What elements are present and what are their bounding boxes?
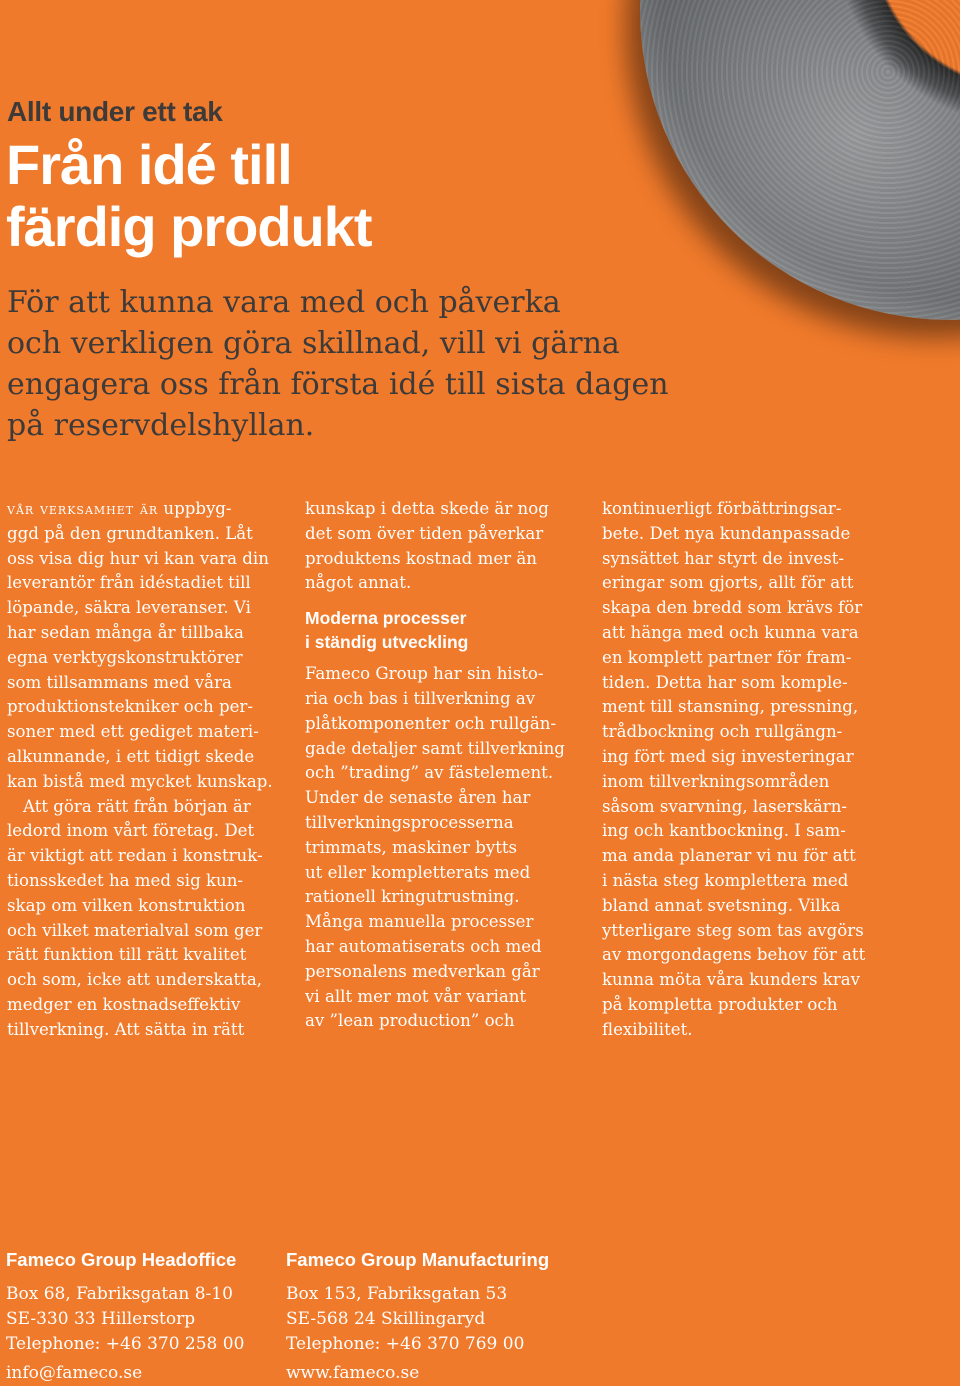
body-line: kunna möta våra kunders krav	[602, 970, 861, 990]
body-line: oss visa dig hur vi kan vara din	[7, 548, 269, 568]
body-line: personalens medverkan går	[305, 961, 540, 981]
body-column-3	[602, 497, 882, 1043]
body-line: tiden. Detta har som komple-	[602, 672, 848, 692]
lead-paragraph	[7, 282, 669, 446]
contact-title: Fameco Group Manufacturing	[286, 1249, 550, 1270]
body-line: tillverkning. Att sätta in rätt	[7, 1019, 245, 1039]
contact-headoffice	[6, 1248, 286, 1386]
body-line: egna verktygskonstruktörer	[7, 647, 243, 667]
body-line: skapa den bredd som krävs för	[602, 598, 863, 618]
body-line: och ”trading” av fästelement.	[305, 763, 554, 783]
body-line: flexibilitet.	[602, 1019, 693, 1039]
lead-line: och verkligen göra skillnad, vill vi gärna	[7, 326, 620, 361]
body-line: löpande, säkra leveranser. Vi	[7, 598, 251, 618]
contact-address-line: Box 153, Fabriksgatan 53	[286, 1284, 508, 1304]
body-line: ing fört med sig investeringar	[602, 746, 854, 766]
body-line: vi allt mer mot vår variant	[305, 986, 527, 1006]
body-line: av ”lean production” och	[305, 1011, 515, 1031]
body-line: trådbockning och rullgängn-	[602, 722, 843, 742]
body-line: synsättet har styrt de invest-	[602, 548, 845, 568]
subheading-line: Moderna processer	[305, 608, 467, 629]
body-line: på kompletta produkter och	[602, 994, 838, 1014]
body-line: alkunnande, i ett tidigt skede	[7, 746, 255, 766]
body-line: ma anda planerar vi nu för att	[602, 846, 856, 866]
lead-line: engagera oss från första idé till sista dagen	[7, 367, 669, 402]
body-line: kontinuerligt förbättringsar-	[602, 499, 842, 518]
body-line: produktens kostnad mer än	[305, 548, 537, 568]
smallcaps-lead-in: vår verksamhet är	[7, 500, 159, 518]
body-line: av morgondagens behov för att	[602, 945, 866, 965]
contact-address-line: SE-330 33 Hillerstorp	[6, 1309, 196, 1329]
body-line: ria och bas i tillverkning av	[305, 688, 536, 708]
body-line: något annat.	[305, 573, 412, 593]
contact-email-link[interactable]: info@fameco.se	[6, 1363, 143, 1383]
body-line: plåtkomponenter och rullgän-	[305, 713, 557, 733]
body-line: är viktigt att redan i konstruk-	[7, 846, 263, 866]
body-line: ggd på den grundtanken. Låt	[7, 523, 253, 543]
title-line: Från idé till	[6, 133, 292, 196]
body-line: rätt funktion till rätt kvalitet	[7, 945, 247, 965]
body-line: att hänga med och kunna vara	[602, 622, 859, 642]
contact-manufacturing	[286, 1248, 566, 1386]
body-line: eringar som gjorts, allt för att	[602, 573, 854, 593]
contact-phone: Telephone: +46 370 258 00	[6, 1334, 245, 1354]
body-line: Under de senaste åren har	[305, 788, 531, 808]
body-line: en komplett partner för fram-	[602, 647, 852, 667]
body-column-1	[7, 497, 287, 1043]
body-line: kan bistå med mycket kunskap.	[7, 771, 273, 791]
body-line: Många manuella processer	[305, 912, 534, 932]
body-line: medger en kostnadseffektiv	[7, 994, 241, 1014]
body-line: produktionstekniker och per-	[7, 697, 253, 717]
section-subheading	[305, 606, 585, 654]
contact-address-line: Box 68, Fabriksgatan 8-10	[6, 1284, 233, 1304]
section-kicker: Allt under ett tak	[7, 96, 223, 127]
body-line: ing och kantbockning. I sam-	[602, 821, 846, 841]
contact-title: Fameco Group Headoffice	[6, 1249, 237, 1270]
lead-line: För att kunna vara med och påverka	[7, 285, 561, 320]
contact-website-link[interactable]: www.fameco.se	[286, 1363, 420, 1383]
body-line: ment till stansning, pressning,	[602, 697, 859, 717]
body-line: rationell kringutrustning.	[305, 887, 520, 907]
body-line: leverantör från idéstadiet till	[7, 573, 251, 593]
body-line	[7, 497, 287, 522]
body-line: det som över tiden påverkar	[305, 523, 544, 543]
body-line: kunskap i detta skede är nog	[305, 499, 549, 518]
body-line: som tillsammans med våra	[7, 672, 232, 692]
body-line: ytterligare steg som tas avgörs	[602, 920, 864, 940]
body-line: har sedan många år tillbaka	[7, 622, 244, 642]
title-line: färdig produkt	[6, 195, 372, 258]
body-line: och som, icke att underskatta,	[7, 970, 263, 990]
body-line: trimmats, maskiner bytts	[305, 837, 518, 857]
body-column-2	[305, 497, 585, 1034]
body-line: inom tillverkningsområden	[602, 771, 830, 791]
body-line: Fameco Group har sin histo-	[305, 664, 544, 684]
body-line-text: uppbyg-	[158, 499, 232, 518]
lead-line: på reservdelshyllan.	[7, 408, 315, 443]
page-title	[6, 134, 372, 258]
body-line: skap om vilken konstruktion	[7, 895, 246, 915]
contact-phone: Telephone: +46 370 769 00	[286, 1334, 525, 1354]
subheading-line: i ständig utveckling	[305, 632, 469, 653]
body-line: tionsskedet ha med sig kun-	[7, 870, 244, 890]
body-line: bland annat svetsning. Vilka	[602, 895, 841, 915]
body-line: ledord inom vårt företag. Det	[7, 821, 255, 841]
body-line: bete. Det nya kundanpassade	[602, 523, 851, 543]
metal-washer-image	[640, 0, 960, 320]
body-line: gade detaljer samt tillverkning	[305, 738, 565, 758]
body-line: ut eller kompletterats med	[305, 862, 531, 882]
body-line: och vilket materialval som ger	[7, 920, 263, 940]
body-line: har automatiserats och med	[305, 936, 542, 956]
contact-address-line: SE-568 24 Skillingaryd	[286, 1309, 486, 1329]
body-line: tillverkningsprocesserna	[305, 812, 514, 832]
body-line: soner med ett gediget materi-	[7, 722, 259, 742]
body-line: Att göra rätt från början är	[23, 796, 251, 816]
body-line: i nästa steg komplettera med	[602, 870, 849, 890]
body-line: såsom svarvning, laserskärn-	[602, 796, 848, 816]
